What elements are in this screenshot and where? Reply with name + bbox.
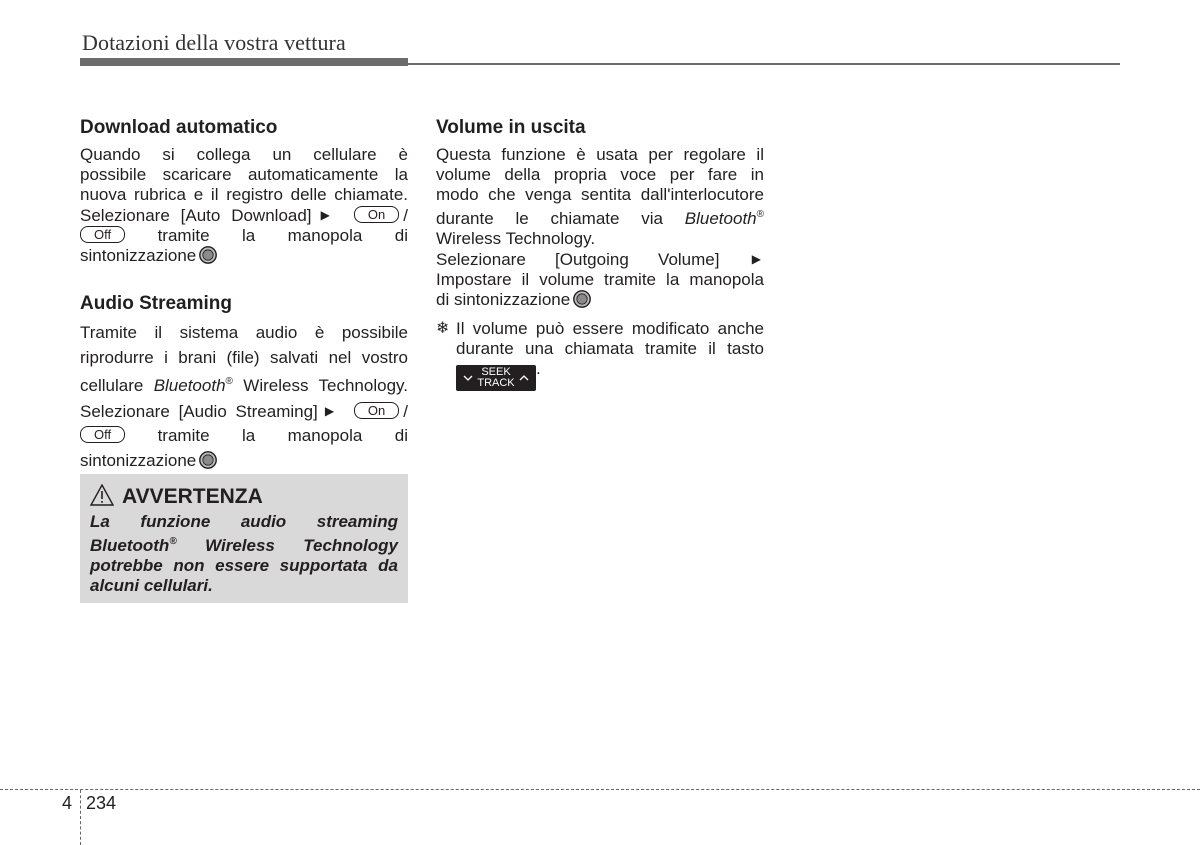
instruction-text: Selezionare [Auto Download]: [80, 206, 312, 225]
warning-header: [90, 484, 398, 510]
note-body: [456, 319, 764, 391]
paragraph-line: [436, 205, 764, 229]
paragraph-line: [436, 249, 764, 270]
bluetooth-text: Bluetooth: [153, 376, 226, 395]
footer-rule: [0, 789, 1200, 790]
arrow-right-icon: ▶: [320, 403, 339, 418]
header-rule-thin: [408, 63, 1120, 65]
tuning-knob-icon: [573, 290, 591, 313]
warning-line: potrebbe non essere supportata da: [90, 556, 398, 575]
registered-mark: ®: [169, 536, 177, 547]
instruction-text: tramite la manopola di: [157, 226, 408, 245]
paragraph-line: modo che venga sentita dall'interlocutore: [436, 185, 764, 204]
chevron-up-icon: [519, 374, 529, 382]
header-rule-thick: [80, 58, 408, 66]
off-button-icon: Off: [80, 426, 125, 443]
warning-box: [80, 474, 408, 603]
note-line: durante una chiamata tramite il tasto: [456, 339, 764, 358]
section-heading: Audio Streaming: [80, 293, 233, 314]
section-heading: Download automatico: [80, 117, 278, 138]
tuning-knob-icon: [199, 246, 217, 269]
chevron-down-icon: [463, 374, 473, 382]
registered-mark: ®: [225, 376, 233, 387]
paragraph-line: volume della propria voce per fare in: [436, 165, 764, 184]
seek-label: SEEK: [481, 366, 511, 378]
note-line: Il volume può essere modificato anche: [456, 319, 764, 338]
tuning-knob-icon: [199, 451, 217, 477]
note: [436, 319, 764, 391]
paragraph-line: Impostare il volume tramite la manopola: [436, 270, 764, 289]
paragraph-line: Quando si collega un cellulare è: [80, 145, 408, 164]
slash-text: /: [403, 401, 408, 421]
arrow-right-icon: ▶: [751, 252, 761, 266]
section-heading: Volume in uscita: [436, 117, 586, 138]
paragraph-line: [80, 205, 408, 226]
paragraph-line: Questa funzione è usata per regolare il: [436, 145, 764, 164]
section-audio-streaming: [80, 292, 408, 476]
arrow-right-icon: ▶: [314, 208, 337, 222]
paragraph-line: [436, 290, 764, 313]
paragraph-line: [80, 226, 408, 246]
slash-text: /: [403, 206, 408, 225]
warning-text: [90, 512, 398, 596]
paragraph-line: [80, 370, 408, 399]
text-run: Wireless Technology.: [232, 376, 408, 395]
chapter-number: 4: [62, 793, 73, 813]
paragraph-line: Wireless Technology.: [436, 229, 596, 248]
period-text: .: [536, 359, 541, 378]
registered-mark: ®: [756, 209, 764, 220]
seek-track-button-icon: [456, 365, 536, 391]
instruction-text: di sintonizzazione: [436, 290, 571, 309]
section-volume-in-uscita: [436, 116, 764, 313]
on-button-icon: On: [354, 206, 399, 223]
instruction-text: sintonizzazione: [80, 450, 197, 470]
warning-line: alcuni cellulari.: [90, 576, 213, 595]
warning-line: [90, 532, 398, 556]
paragraph-line: nuova rubrica e il registro delle chiamate.: [80, 185, 408, 204]
paragraph-line: [80, 246, 408, 269]
paragraph-line: [80, 424, 408, 449]
right-column: [436, 116, 764, 391]
note-mark: ❄: [436, 320, 450, 337]
text-run: cellulare: [80, 376, 154, 395]
paragraph-line: riprodurre i brani (file) salvati nel vostro: [80, 347, 408, 367]
paragraph-line: possibile scaricare automaticamente la: [80, 165, 408, 184]
warning-triangle-icon: [90, 484, 114, 511]
on-button-icon: On: [354, 402, 399, 419]
page-header-title: Dotazioni della vostra vettura: [82, 30, 346, 55]
instruction-text: sintonizzazione: [80, 246, 197, 265]
footer-divider: [80, 790, 81, 845]
section-download-automatico: [80, 116, 408, 269]
instruction-text: Selezionare [Outgoing Volume]: [436, 250, 720, 269]
bluetooth-text: Bluetooth: [684, 209, 757, 228]
bluetooth-text: Bluetooth: [90, 536, 170, 555]
paragraph-line: Tramite il sistema audio è possibile: [80, 323, 408, 342]
warning-title: AVVERTENZA: [122, 485, 263, 508]
note-line: [456, 359, 764, 391]
paragraph-line: [80, 399, 408, 425]
paragraph-line: [80, 449, 408, 477]
text-run: Wireless Technology: [176, 536, 398, 555]
instruction-text: tramite la manopola di: [157, 426, 408, 445]
track-label: TRACK: [477, 377, 515, 389]
warning-line: La funzione audio streaming: [90, 512, 398, 531]
left-column: [80, 116, 408, 476]
page-number: 234: [86, 793, 117, 813]
off-button-icon: Off: [80, 226, 125, 243]
text-run: durante le chiamate via: [436, 209, 685, 228]
instruction-text: Selezionare [Audio Streaming]: [80, 401, 318, 421]
